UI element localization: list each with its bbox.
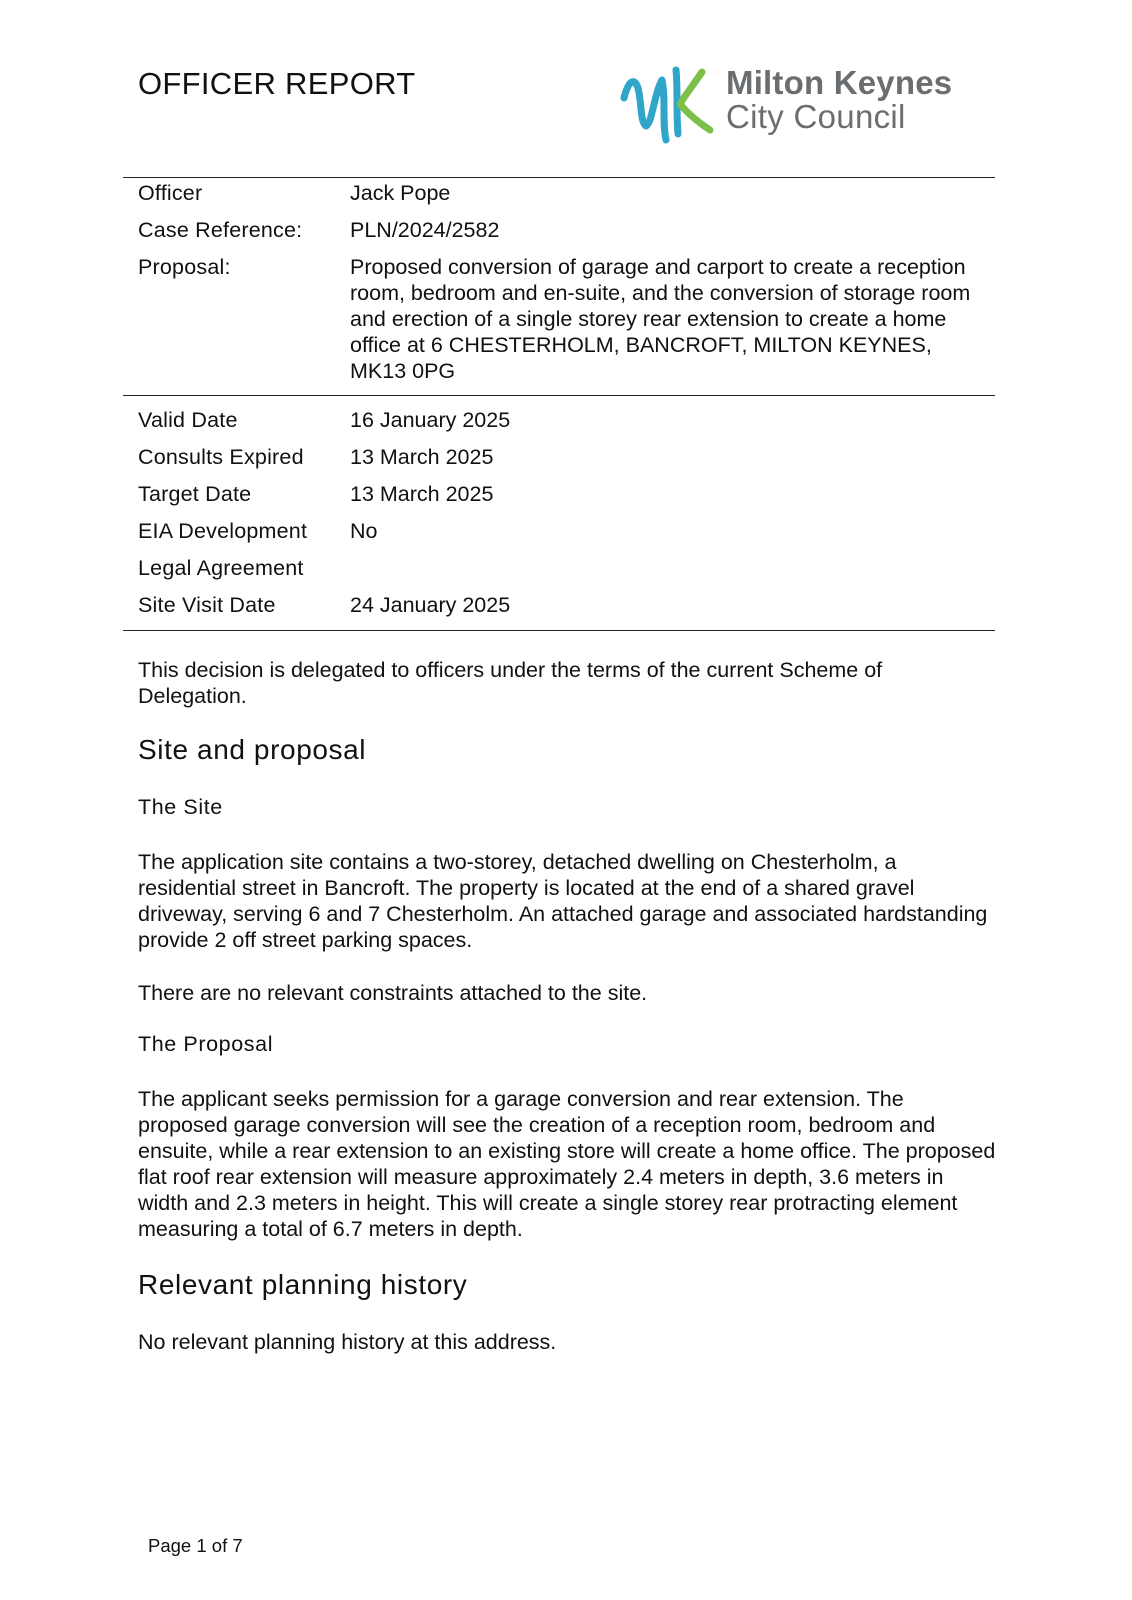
valid-date-label: Valid Date	[138, 408, 238, 432]
divider	[123, 177, 995, 178]
officer-label: Officer	[138, 181, 203, 205]
the-proposal-heading: The Proposal	[138, 1032, 274, 1056]
the-site-heading: The Site	[138, 795, 223, 819]
case-reference-label: Case Reference:	[138, 218, 303, 242]
proposal-label: Proposal:	[138, 255, 231, 279]
council-logo	[618, 60, 988, 150]
planning-history-heading: Relevant planning history	[138, 1269, 468, 1300]
mk-logo-icon	[618, 64, 718, 146]
divider	[123, 630, 995, 631]
site-visit-date-value: 24 January 2025	[350, 593, 511, 617]
site-visit-date-label: Site Visit Date	[138, 593, 276, 617]
constraints-paragraph: There are no relevant constraints attached to the site.	[138, 981, 648, 1005]
logo-text-line1: Milton Keynes	[726, 64, 953, 101]
target-date-label: Target Date	[138, 482, 252, 506]
case-reference-value: PLN/2024/2582	[350, 218, 500, 242]
site-and-proposal-heading: Site and proposal	[138, 734, 367, 765]
proposal-paragraph: The applicant seeks permission for a garage conversion and rear extension. The proposed garage conversion will see the creation of a reception room, bedroom and ensuite, while a rear extension to an existing store will create a home office. The proposed flat roof rear extension will measure approximately 2.4 meters in depth, 3.6 meters in width and 2.3 meters in height. This will create a single storey rear protracting element measuring a total of 6.7 meters in depth.	[138, 1087, 996, 1241]
proposal-value: Proposed conversion of garage and carport to create a reception room, bedroom and en-suite, and the conversion of storage room and erection of a single storey rear extension to create a home office at 6 CHESTERHOLM, BANCROFT, MILTON KEYNES, MK13 0PG	[350, 255, 971, 383]
eia-development-value: No	[350, 519, 378, 543]
consults-expired-label: Consults Expired	[138, 445, 304, 469]
planning-history-paragraph: No relevant planning history at this address.	[138, 1330, 557, 1354]
divider	[123, 395, 995, 396]
page-number: Page 1 of 7	[148, 1535, 243, 1556]
legal-agreement-label: Legal Agreement	[138, 556, 304, 580]
delegation-paragraph: This decision is delegated to officers under the terms of the current Scheme of Delegation.	[138, 658, 883, 708]
consults-expired-value: 13 March 2025	[350, 445, 494, 469]
valid-date-value: 16 January 2025	[350, 408, 511, 432]
eia-development-label: EIA Development	[138, 519, 308, 543]
officer-value: Jack Pope	[350, 181, 451, 205]
logo-text-line2: City Council	[726, 98, 906, 135]
document-title: OFFICER REPORT	[138, 66, 416, 101]
target-date-value: 13 March 2025	[350, 482, 494, 506]
site-paragraph: The application site contains a two-storey, detached dwelling on Chesterholm, a residential street in Bancroft. The property is located at the end of a shared gravel driveway, serving 6 and 7 Chesterholm. An attached garage and associated hardstanding provide 2 off street parking spaces.	[138, 850, 988, 952]
